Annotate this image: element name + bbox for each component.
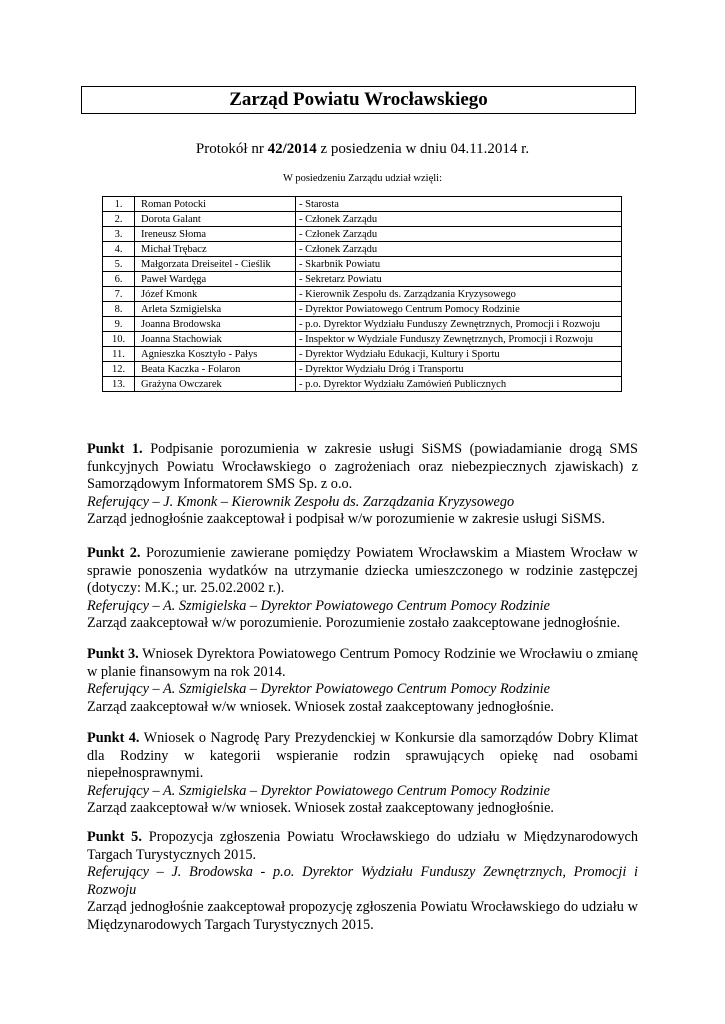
point-text: Wniosek Dyrektora Powiatowego Centrum Pomocy Rodzinie we Wrocławiu o zmianę w planie finansowym na rok 2014. — [87, 646, 638, 680]
table-row — [103, 212, 622, 227]
point-decision: Zarząd zaakceptował w/w wniosek. Wniosek został zaakceptowany jednogłośnie. — [87, 698, 554, 715]
member-role: - Członek Zarządu — [296, 227, 622, 242]
member-number: 13. — [103, 377, 135, 392]
point-decision: Zarząd zaakceptował w/w wniosek. Wniosek został zaakceptowany jednogłośnie. — [87, 800, 554, 817]
point-label: Punkt 1. — [87, 441, 143, 457]
member-number: 3. — [103, 227, 135, 242]
member-role: - p.o. Dyrektor Wydziału Zamówień Publicznych — [296, 377, 622, 392]
table-row — [103, 272, 622, 287]
point-referent: Referujący – A. Szmigielska – Dyrektor Powiatowego Centrum Pomocy Rodzinie — [87, 681, 550, 698]
table-row — [103, 332, 622, 347]
member-number: 2. — [103, 212, 135, 227]
member-role: - Starosta — [296, 197, 622, 212]
attendance-table — [102, 196, 622, 392]
table-row — [103, 347, 622, 362]
table-row — [103, 227, 622, 242]
table-row — [103, 197, 622, 212]
member-number: 11. — [103, 347, 135, 362]
member-name: Józef Kmonk — [135, 287, 296, 302]
agenda-point-5 — [87, 829, 638, 935]
point-referent: Referujący – A. Szmigielska – Dyrektor Powiatowego Centrum Pomocy Rodzinie — [87, 782, 550, 799]
table-row — [103, 302, 622, 317]
member-number: 1. — [103, 197, 135, 212]
table-row — [103, 317, 622, 332]
member-number: 9. — [103, 317, 135, 332]
member-number: 10. — [103, 332, 135, 347]
point-decision: Zarząd jednogłośnie zaakceptował propozycję zgłoszenia Powiatu Wrocławskiego do udziału w Międzynarodowych Targach Turystycznych 2015. — [87, 899, 638, 933]
member-role: - Inspektor w Wydziale Funduszy Zewnętrznych, Promocji i Rozwoju — [296, 332, 622, 347]
member-role: - Sekretarz Powiatu — [296, 272, 622, 287]
member-name: Agnieszka Kosztyło - Pałys — [135, 347, 296, 362]
point-referent: Referujący – J. Kmonk – Kierownik Zespołu ds. Zarządzania Kryzysowego — [87, 493, 515, 510]
point-label: Punkt 2. — [87, 545, 141, 561]
document-title — [81, 86, 636, 114]
point-description — [87, 441, 638, 494]
table-row — [103, 362, 622, 377]
member-name: Joanna Brodowska — [135, 317, 296, 332]
member-name: Małgorzata Dreiseitel - Cieślik — [135, 257, 296, 272]
member-number: 5. — [103, 257, 135, 272]
point-label: Punkt 3. — [87, 646, 139, 662]
protocol-number: 42/2014 — [267, 141, 317, 157]
member-role: - Dyrektor Powiatowego Centrum Pomocy Rodzinie — [296, 302, 622, 317]
member-role: - Kierownik Zespołu ds. Zarządzania Kryzysowego — [296, 287, 622, 302]
table-row — [103, 257, 622, 272]
member-role: - Dyrektor Wydziału Dróg i Transportu — [296, 362, 622, 377]
agenda-point-1 — [87, 441, 638, 529]
table-row — [103, 242, 622, 257]
protocol-header — [0, 141, 725, 158]
agenda-point-4 — [87, 730, 638, 818]
point-decision: Zarząd zaakceptował w/w porozumienie. Porozumienie zostało zaakceptowane jednogłośnie. — [87, 615, 621, 632]
member-number: 7. — [103, 287, 135, 302]
member-name: Arleta Szmigielska — [135, 302, 296, 317]
point-text: Podpisanie porozumienia w zakresie usługi SiSMS (powiadamianie drogą SMS funkcyjnych Powiatu Wrocławskiego o zagrożeniach oraz niebezpiecznych zjawiskach) z Samorządowym Informatorem SMS Sp. z o.o. — [87, 441, 638, 493]
member-role: - Dyrektor Wydziału Edukacji, Kultury i Sportu — [296, 347, 622, 362]
member-number: 4. — [103, 242, 135, 257]
point-decision: Zarząd jednogłośnie zaakceptował i podpisał w/w porozumienie w zakresie usługi SiSMS. — [87, 511, 606, 528]
member-name: Ireneusz Słoma — [135, 227, 296, 242]
point-description — [87, 730, 638, 783]
point-referent: Referujący – A. Szmigielska – Dyrektor Powiatowego Centrum Pomocy Rodzinie — [87, 597, 550, 614]
member-role: - Członek Zarządu — [296, 212, 622, 227]
point-label: Punkt 4. — [87, 730, 140, 746]
member-role: - Skarbnik Powiatu — [296, 257, 622, 272]
member-name: Beata Kaczka - Folaron — [135, 362, 296, 377]
point-description — [87, 646, 638, 681]
attendance-intro: W posiedzeniu Zarządu udział wzięli: — [283, 173, 442, 184]
member-name: Joanna Stachowiak — [135, 332, 296, 347]
point-label: Punkt 5. — [87, 829, 142, 845]
member-number: 8. — [103, 302, 135, 317]
member-name: Roman Potocki — [135, 197, 296, 212]
point-text: Porozumienie zawierane pomiędzy Powiatem Wrocławskim a Miastem Wrocław w sprawie ponoszenia wydatków na utrzymanie dziecka umieszczonego w rodzinie zastępczej (dotyczy: M.K.; ur. 25.02.2002 r.). — [87, 545, 639, 597]
point-description — [87, 829, 638, 864]
point-referent: Referujący – J. Brodowska - p.o. Dyrektor Wydziału Funduszy Zewnętrznych, Promocji i Rozwoju — [87, 864, 638, 898]
member-role: - Członek Zarządu — [296, 242, 622, 257]
member-number: 12. — [103, 362, 135, 377]
agenda-point-3 — [87, 646, 638, 716]
member-name: Paweł Wardęga — [135, 272, 296, 287]
table-row — [103, 377, 622, 392]
protocol-prefix: Protokół nr — [195, 141, 268, 157]
point-description — [87, 545, 638, 598]
table-row — [103, 287, 622, 302]
member-role: - p.o. Dyrektor Wydziału Funduszy Zewnętrznych, Promocji i Rozwoju — [296, 317, 622, 332]
member-number: 6. — [103, 272, 135, 287]
point-text: Propozycja zgłoszenia Powiatu Wrocławskiego do udziału w Międzynarodowych Targach Turystycznych 2015. — [87, 829, 639, 863]
protocol-suffix: z posiedzenia w dniu 04.11.2014 r. — [316, 141, 530, 157]
member-name: Grażyna Owczarek — [135, 377, 296, 392]
agenda-point-2 — [87, 545, 638, 633]
member-name: Dorota Galant — [135, 212, 296, 227]
point-text: Wniosek o Nagrodę Pary Prezydenckiej w Konkursie dla samorządów Dobry Klimat dla Rodziny w kategorii wspieranie rodzin sprawujących opiekę nad osobami niepełnosprawnymi. — [87, 730, 638, 782]
document-title-text: Zarząd Powiatu Wrocławskiego — [229, 89, 488, 110]
member-name: Michał Trębacz — [135, 242, 296, 257]
